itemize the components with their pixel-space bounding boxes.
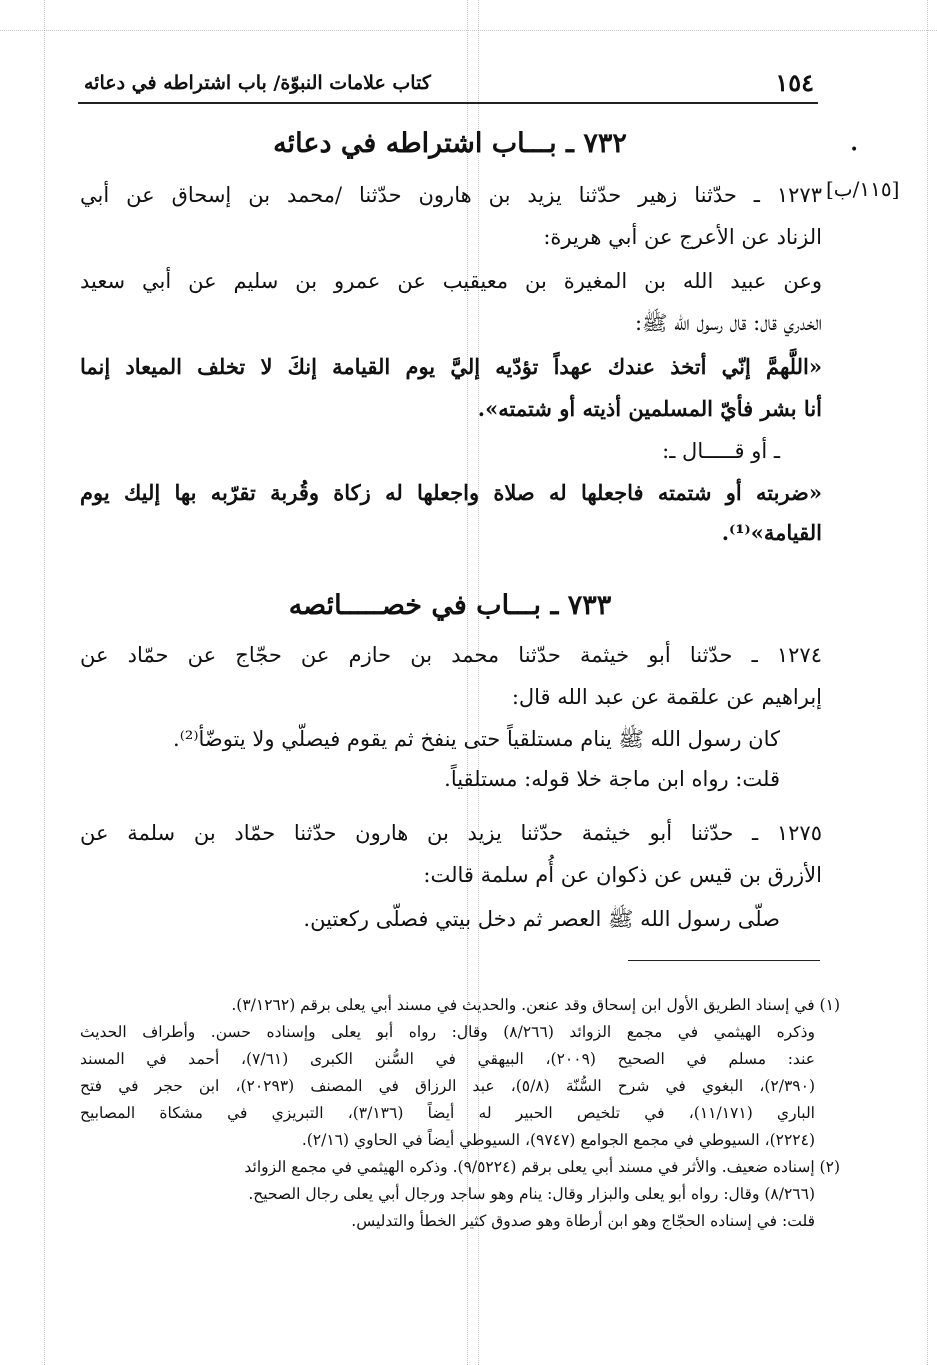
- footnote-line: قلت: في إسناده الحجّاج وهو ابن أرطاة وهو صدوق كثير الخطأ والتدليس.: [351, 1212, 815, 1230]
- manuscript-folio-ref: [١١٥/ب]: [826, 177, 900, 201]
- hadith-line: صلّى رسول الله ﷺ العصر ثم دخل بيتي فصلّى ركعتين.: [303, 907, 780, 931]
- margin-dot: •: [850, 142, 859, 158]
- footnote-line: الباري (١١/١٧١)، في تلخيص الحبير له أيضاً (٣/١٣٦)، التبريزي في مشكاة المصابيح: [80, 1104, 815, 1122]
- footnote-separator: [628, 960, 820, 961]
- scan-guide-line: [927, 0, 928, 1365]
- page-number: ١٥٤: [775, 68, 814, 97]
- hadith-line: وعن عبيد الله بن المغيرة بن معيقيب عن عمرو بن سليم عن أبي سعيد: [80, 269, 822, 293]
- hadith-line: كان رسول الله ﷺ ينام مستلقياً حتى ينفخ ثم يقوم فيصلّي ولا يتوضّأ⁽²⁾.: [173, 727, 780, 751]
- footnote-line: (١) في إسناد الطريق الأول ابن إسحاق وقد عنعن. والحديث في مسند أبي يعلى برقم (٣/١٢٦٢).: [231, 996, 840, 1014]
- hadith-line: ١٢٧٥ ـ حدّثنا أبو خيثمة حدّثنا يزيد بن هارون حدّثنا حمّاد بن سلمة عن: [80, 821, 822, 845]
- footnote-line: (٢/٣٩٠)، البغوي في شرح السُّنّة (٥/٨)، عبد الرزاق في المصنف (٢٠٢٩٣)، ابن حجر في فتح: [80, 1077, 815, 1095]
- footnote-line: (٢٢٢٤)، السيوطي في مجمع الجوامع (٩٧٤٧)، السيوطي أيضاً في الحاوي (٢/١٦).: [301, 1131, 815, 1149]
- footnote-line: (٢) إسناده ضعيف. والأثر في مسند أبي يعلى برقم (٩/٥٢٢٤). وذكره الهيثمي في مجمع الزوائد: [244, 1158, 840, 1176]
- scan-guide-line: [44, 0, 45, 1365]
- footnote-line: (٨/٢٦٦) وقال: رواه أبو يعلى والبزار وقال: ينام وهو ساجد ورجال أبي يعلى رجال الصحيح.: [248, 1185, 815, 1203]
- hadith-line: قلت: رواه ابن ماجة خلا قوله: مستلقياً.: [444, 767, 780, 791]
- hadith-text-line: أنا بشر فأيّ المسلمين أذيته أو شتمته».: [477, 396, 822, 421]
- scan-guide-line: [0, 30, 937, 31]
- running-header: [78, 68, 818, 104]
- hadith-line: الخدري قال: قال رسول الله ﷺ:: [634, 311, 822, 335]
- chapter-heading: ٧٣٣ ـ بـــاب في خصـــــائصه: [288, 590, 612, 621]
- chapter-heading: ٧٣٢ ـ بـــاب اشتراطه في دعائه: [273, 128, 627, 159]
- hadith-line: الزناد عن الأعرج عن أبي هريرة:: [543, 225, 822, 249]
- running-title: كتاب علامات النبوّة/ باب اشتراطه في دعائه: [84, 72, 431, 94]
- hadith-line: إبراهيم عن علقمة عن عبد الله قال:: [511, 685, 822, 709]
- hadith-text-line: القيامة»⁽¹⁾.: [721, 520, 822, 545]
- footnote-line: عند: مسلم في الصحيح (٢٠٠٩)، البيهقي في السُّنن الكبرى (٧/٦١)، أحمد في المسند: [80, 1050, 815, 1068]
- hadith-text-line: «اللَّهمَّ إنّي أتخذ عندك عهداً تؤدّيه إليَّ يوم القيامة إنكَ لا تخلف الميعاد إنما: [80, 354, 822, 379]
- hadith-line: الأزرق بن قيس عن ذكوان عن أُم سلمة قالت:: [423, 863, 822, 887]
- hadith-line: ١٢٧٣ ـ حدّثنا زهير حدّثنا يزيد بن هارون حدّثنا /محمد بن إسحاق عن أبي: [80, 183, 822, 207]
- hadith-text-line: «ضربته أو شتمته فاجعلها له صلاة واجعلها له زكاة وقُربة تقرّبه بها إليك يوم: [80, 480, 822, 505]
- hadith-line: ـ أو قـــــال ـ:: [662, 439, 780, 463]
- footnote-line: وذكره الهيثمي في مجمع الزوائد (٨/٢٦٦) وقال: رواه أبو يعلى وإسناده حسن. وأطراف الحديث: [80, 1023, 816, 1041]
- hadith-line: ١٢٧٤ ـ حدّثنا أبو خيثمة حدّثنا محمد بن حازم عن حجّاج عن حمّاد عن: [80, 643, 822, 667]
